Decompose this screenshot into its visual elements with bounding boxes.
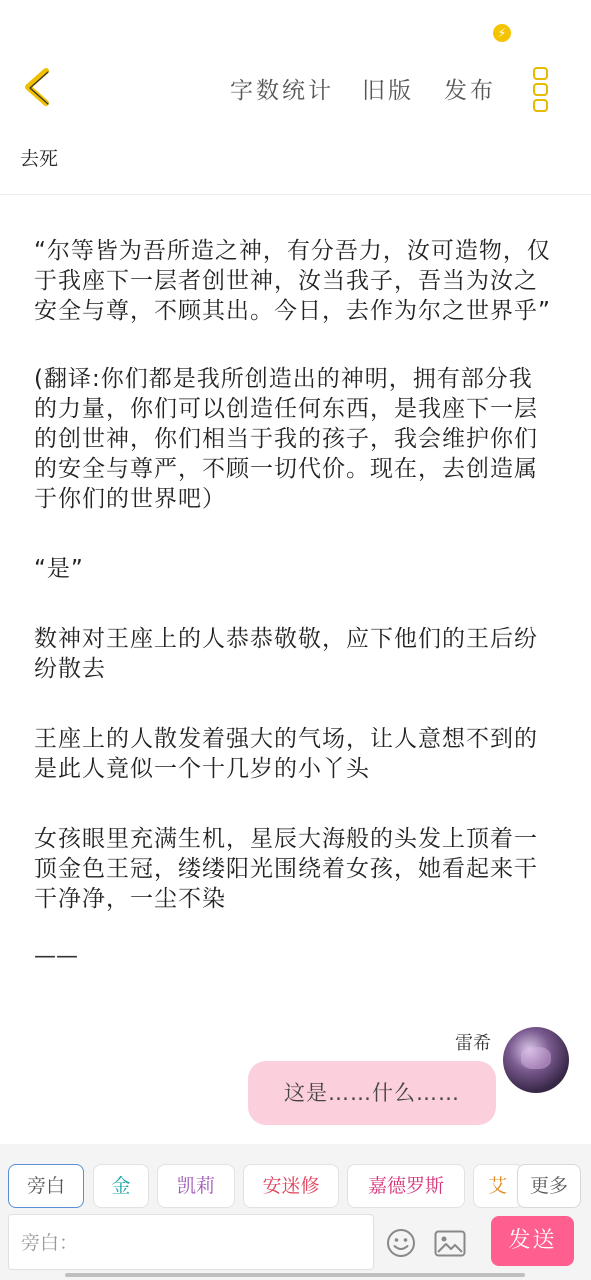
scrollbar[interactable] [65,1273,525,1277]
character-chip-partial[interactable]: 艾 [473,1164,523,1208]
character-chip-jin[interactable]: 金 [93,1164,149,1208]
divider [0,194,591,195]
publish-button[interactable]: 发布 [444,78,496,104]
message-bubble[interactable]: 这是……什么…… [248,1061,496,1125]
more-button[interactable]: 更多 [517,1164,581,1208]
character-chip-jiadeluosi[interactable]: 嘉德罗斯 [347,1164,465,1208]
message-input[interactable]: 旁白： [8,1214,374,1270]
image-icon[interactable] [434,1230,466,1257]
sender-name: 雷希 [455,1033,491,1054]
send-button[interactable]: 发送 [491,1216,574,1266]
character-chip-anmixiu[interactable]: 安迷修 [243,1164,339,1208]
character-chip-narration[interactable]: 旁白 [8,1164,84,1208]
story-paragraph: 数神对王座上的人恭恭敬敬，应下他们的王后纷纷散去 [34,626,538,682]
character-chip-kaili[interactable]: 凯莉 [157,1164,235,1208]
story-paragraph: “尔等皆为吾所造之神，有分吾力，汝可造物，仅于我座下一层者创世神，汝当我子，吾当为汝之安全与尊，不顾其出。今日，去作为尔之世界乎” [34,238,551,324]
story-paragraph: (翻译:你们都是我所创造出的神明，拥有部分我的力量，你们可以创造任何东西，是我座下一层的创世神，你们相当于我的孩子，我会维护你们的安全与尊严，不顾一切代价。现在，去创造属于你们的世界吧） [34,366,538,512]
story-paragraph: “是” [34,556,84,582]
avatar[interactable] [503,1027,569,1093]
composer [0,1144,591,1280]
top-bar [0,55,591,125]
word-stats-button[interactable]: 字数统计 [230,78,334,104]
story-content [34,236,554,969]
story-paragraph: 女孩眼里充满生机，星辰大海般的头发上顶着一顶金色王冠，缕缕阳光围绕着女孩，她看起来干干净净，一尘不染 [34,826,538,912]
story-title[interactable]: 去死 [20,148,59,170]
story-paragraph: 王座上的人散发着强大的气场，让人意想不到的是此人竟似一个十几岁的小丫头 [34,726,538,782]
back-button[interactable] [18,65,62,109]
lightning-badge-icon: ⚡ [493,24,511,42]
emoji-icon[interactable] [386,1228,416,1258]
old-version-button[interactable]: 旧版 [362,78,414,104]
vertical-menu-icon[interactable] [533,67,553,111]
chevron-left-icon [18,65,62,109]
section-divider: —— [34,944,78,969]
